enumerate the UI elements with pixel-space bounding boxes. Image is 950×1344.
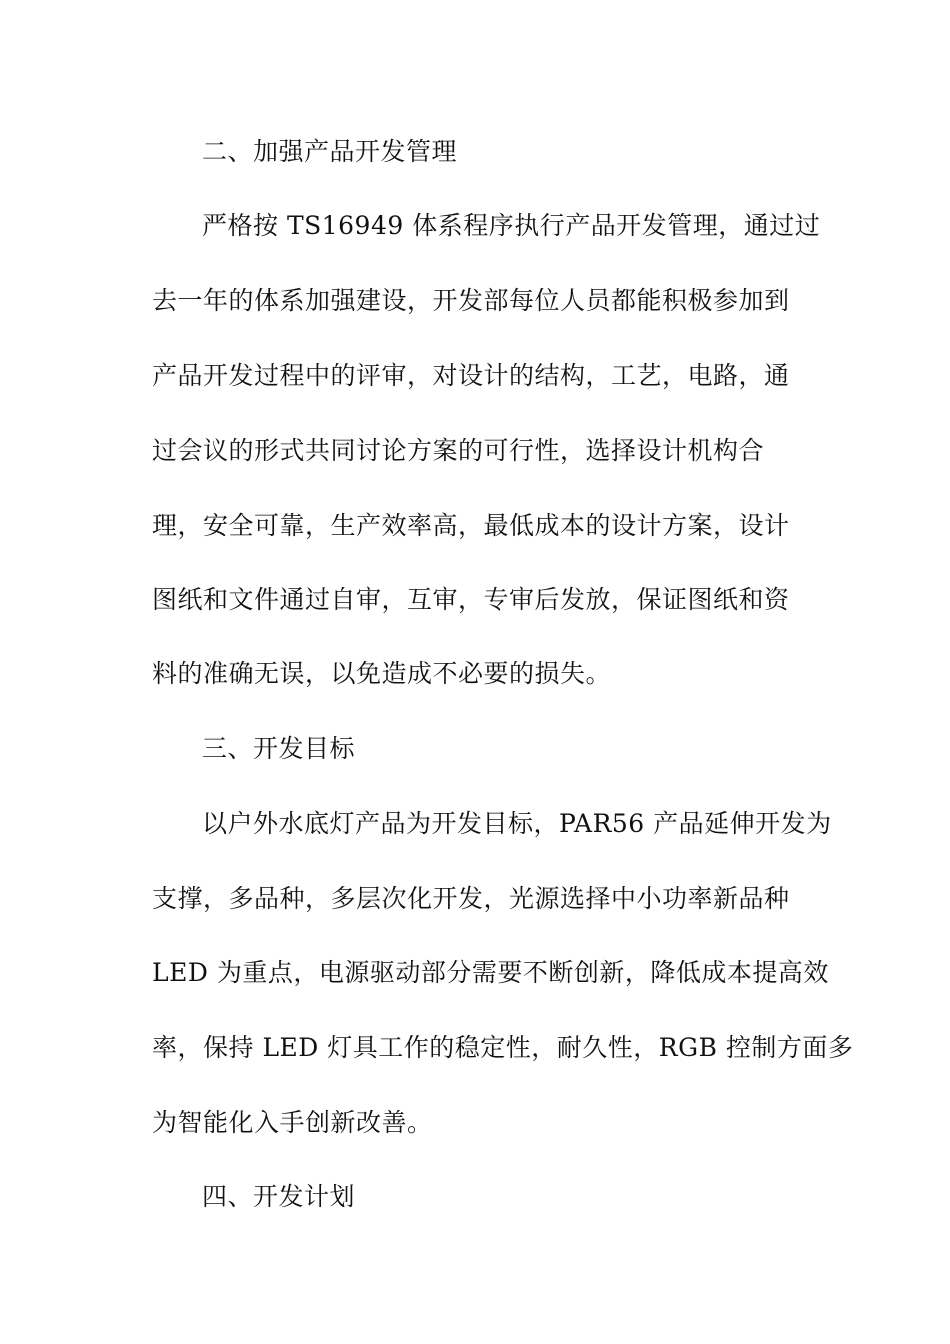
paragraph-line: 为智能化入手创新改善。	[152, 1108, 433, 1137]
paragraph-line: 率，保持 LED 灯具工作的稳定性，耐久性，RGB 控制方面多	[152, 1033, 854, 1062]
section-heading-3: 三、开发目标	[202, 734, 356, 763]
paragraph-line: 产品开发过程中的评审，对设计的结构，工艺，电路，通	[152, 361, 790, 390]
paragraph-line: 理，安全可靠，生产效率高，最低成本的设计方案，设计	[152, 511, 790, 540]
paragraph-line: 图纸和文件通过自审，互审，专审后发放，保证图纸和资	[152, 585, 790, 614]
paragraph-line: 支撑，多品种，多层次化开发，光源选择中小功率新品种	[152, 884, 790, 913]
section-heading-4: 四、开发计划	[202, 1182, 356, 1211]
section-heading-2: 二、加强产品开发管理	[202, 137, 458, 166]
paragraph-line: 过会议的形式共同讨论方案的可行性，选择设计机构合	[152, 436, 765, 465]
paragraph-line: LED 为重点，电源驱动部分需要不断创新，降低成本提高效	[152, 958, 829, 987]
paragraph-line: 料的准确无误，以免造成不必要的损失。	[152, 659, 612, 688]
paragraph-line: 以户外水底灯产品为开发目标，PAR56 产品延伸开发为	[202, 809, 832, 838]
paragraph-line: 严格按 TS16949 体系程序执行产品开发管理，通过过	[202, 211, 821, 240]
paragraph-line: 去一年的体系加强建设，开发部每位人员都能积极参加到	[152, 286, 790, 315]
